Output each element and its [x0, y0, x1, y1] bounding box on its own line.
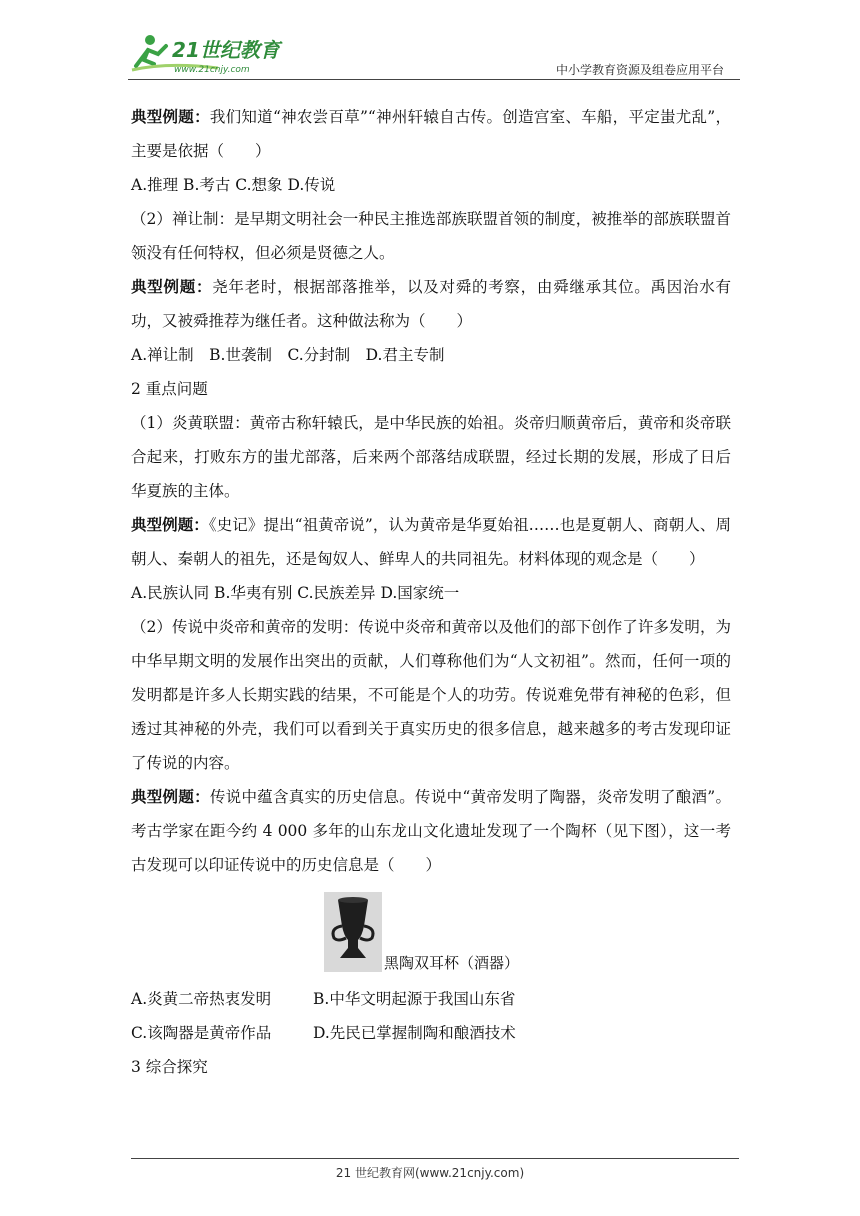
example-2-text: 尧年老时，根据部落推举，以及对舜的考察，由舜继承其位。禹因治水有功，又被舜推荐为继任者。这种做法称为（ ）: [131, 278, 731, 330]
example-4-text: 传说中蕴含真实的历史信息。传说中“黄帝发明了陶器，炎帝发明了酿酒”。考古学家在距今约 4 000 多年的山东龙山文化遗址发现了一个陶杯（见下图），这一考古发现可以印证传说中的历史信息是（ ）: [131, 788, 731, 874]
example-2: [131, 270, 731, 338]
option-c: C.该陶器是黄帝作品: [131, 1024, 272, 1042]
example-1-options: A.推理 B.考古 C.想象 D.传说: [131, 176, 336, 194]
example-3-text: 《史记》提出“祖黄帝说”，认为黄帝是华夏始祖……也是夏朝人、商朝人、周朝人、秦朝人的祖先，还是匈奴人、鲜卑人的共同祖先。材料体现的观念是（ ）: [131, 516, 731, 568]
example-1-text: 我们知道“神农尝百草”“神州轩辕自古传。创造宫室、车船，平定蚩尤乱”，主要是依据（ ）: [131, 108, 731, 160]
header-divider: [128, 79, 740, 80]
example-4-options-row-2: [131, 1016, 731, 1050]
section-heading-2: 2 重点问题: [131, 380, 208, 398]
logo-text: 21世纪教育: [172, 38, 280, 62]
option-b: B.中华文明起源于我国山东省: [313, 990, 516, 1008]
figure-caption: 黑陶双耳杯（酒器）: [384, 954, 520, 972]
example-label: 典型例题：: [131, 107, 210, 126]
platform-name: 中小学教育资源及组卷应用平台: [555, 63, 724, 77]
example-1: [131, 100, 731, 168]
section-heading-3: 3 综合探究: [131, 1058, 208, 1076]
option-a: A.炎黄二帝热衷发明: [131, 990, 272, 1008]
paragraph-yanhuang: [131, 406, 731, 508]
document-body: [131, 100, 731, 1084]
paragraph-inventions: [131, 610, 731, 780]
example-4: [131, 780, 731, 882]
logo-url: www.21cnjy.com: [174, 65, 250, 75]
21cnjy-logo-icon: [128, 32, 298, 76]
item-number: （1）: [131, 414, 172, 432]
paragraph-shanrang: [131, 202, 731, 270]
example-label: 典型例题：: [131, 787, 210, 806]
item-number: （2）: [131, 210, 172, 228]
option-d: D.先民已掌握制陶和酿酒技术: [313, 1024, 516, 1042]
black-pottery-cup-image: [324, 892, 382, 972]
example-4-options-row-1: [131, 982, 731, 1016]
footer-divider: [131, 1158, 739, 1159]
example-2-options: A.禅让制 B.世袭制 C.分封制 D.君主专制: [131, 346, 445, 364]
paragraph-yanhuang-text: 炎黄联盟：黄帝古称轩辕氏，是中华民族的始祖。炎帝归顺黄帝后，黄帝和炎帝联合起来，打败东方的蚩尤部落，后来两个部落结成联盟，经过长期的发展，形成了日后华夏族的主体。: [131, 414, 731, 500]
example-label: 典型例题：: [131, 515, 209, 534]
paragraph-shanrang-text: 禅让制：是早期文明社会一种民主推选部族联盟首领的制度，被推举的部族联盟首领没有任何特权，但必须是贤德之人。: [131, 210, 731, 262]
page-header: [128, 28, 740, 80]
pottery-figure: [131, 890, 731, 982]
paragraph-inventions-text: 传说中炎帝和黄帝的发明：传说中炎帝和黄帝以及他们的部下创作了许多发明，为中华早期文明的发展作出突出的贡献，人们尊称他们为“人文初祖”。然而，任何一项的发明都是许多人长期实践的结果，不可能是个人的功劳。传说难免带有神秘的色彩，但透过其神秘的外壳，我们可以看到关于真实历史的很多信息，越来越多的考古发现印证了传说的内容。: [131, 618, 731, 772]
item-number: （2）: [131, 618, 172, 636]
example-3-options: A.民族认同 B.华夷有别 C.民族差异 D.国家统一: [131, 584, 460, 602]
example-label: 典型例题：: [131, 277, 213, 296]
page-footer: 21 世纪教育网(www.21cnjy.com): [335, 1166, 525, 1180]
example-3: [131, 508, 731, 576]
